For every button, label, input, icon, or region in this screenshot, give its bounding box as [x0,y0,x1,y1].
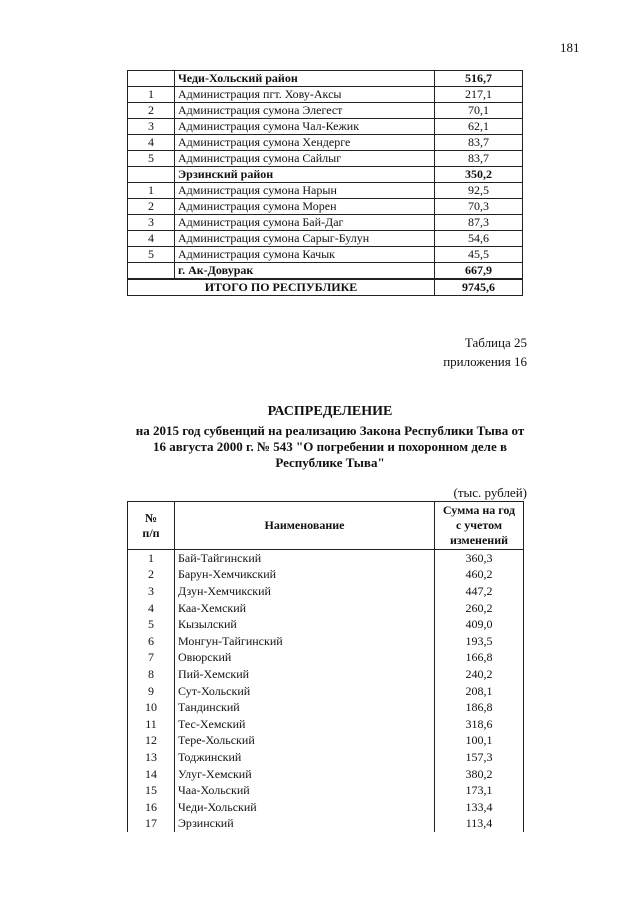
table-row [128,716,524,733]
table-row [128,135,523,151]
header-num [128,502,175,550]
cell-name: Администрация сумона Элегест [175,103,435,119]
cell-name: Сут-Хольский [175,683,435,700]
cell-value: 318,6 [435,716,524,733]
cell-value: 54,6 [435,231,523,247]
table-row [128,583,524,600]
cell-value: 447,2 [435,583,524,600]
table-row [128,183,523,199]
table-row [128,699,524,716]
cell-num: 11 [128,716,175,733]
cell-num: 1 [128,183,175,199]
table-row [128,616,524,633]
table-row [128,766,524,783]
cell-num: 7 [128,650,175,667]
page-subtitle [100,423,560,471]
header-num-line: п/п [142,525,160,540]
cell-num: 15 [128,782,175,799]
table-row [128,816,524,833]
header-sum-line: Сумма на год [442,503,516,517]
cell-name: Администрация пгт. Хову-Аксы [175,87,435,103]
table-row [128,247,523,263]
subtitle-line: 16 августа 2000 г. № 543 "О погребении и похоронном деле в [152,439,508,454]
table-row [128,215,523,231]
cell-name: Эрзинский район [175,167,435,183]
cell-name: Тоджинский [175,749,435,766]
cell-value: 240,2 [435,666,524,683]
cell-value: 70,3 [435,199,523,215]
table-row [128,749,524,766]
unit-label: (тыс. рублей) [453,485,527,500]
table-row [128,666,524,683]
cell-value: 70,1 [435,103,523,119]
cell-value: 360,3 [435,550,524,567]
cell-name: Тандинский [175,699,435,716]
cell-name: Администрация сумона Морен [175,199,435,215]
appendix-caption: приложения 16 [443,354,527,369]
cell-num: 1 [128,87,175,103]
table-row [128,119,523,135]
cell-num: 4 [128,231,175,247]
cell-num: 10 [128,699,175,716]
table-row [128,199,523,215]
table-caption: Таблица 25 [464,335,527,350]
cell-num [128,71,175,87]
cell-num: 16 [128,799,175,816]
cell-name: Кызылский [175,616,435,633]
cell-num: 13 [128,749,175,766]
cell-value: 516,7 [435,71,523,87]
table-row [128,650,524,667]
cell-value: 667,9 [435,263,523,280]
cell-value: 62,1 [435,119,523,135]
table-row [128,103,523,119]
cell-num: 4 [128,135,175,151]
cell-name: Администрация сумона Сайлыг [175,151,435,167]
table-header-row [128,502,524,550]
cell-num [128,263,175,280]
cell-name: Монгун-Тайгинский [175,633,435,650]
cell-num: 12 [128,733,175,750]
table-row [128,782,524,799]
cell-num: 2 [128,103,175,119]
cell-value: 87,3 [435,215,523,231]
header-sum-line: с учетом [455,518,503,532]
cell-name: Администрация сумона Чал-Кежик [175,119,435,135]
cell-value: 83,7 [435,135,523,151]
cell-name: Каа-Хемский [175,600,435,617]
cell-num: 4 [128,600,175,617]
cell-value: 217,1 [435,87,523,103]
district-row [128,167,523,183]
cell-value: 208,1 [435,683,524,700]
cell-num: 3 [128,583,175,600]
table-row [128,683,524,700]
table-row [128,600,524,617]
cell-num: 6 [128,633,175,650]
cell-value: 193,5 [435,633,524,650]
cell-value: 83,7 [435,151,523,167]
cell-value: 460,2 [435,567,524,584]
cell-value: 173,1 [435,782,524,799]
table-row [128,567,524,584]
cell-name: Чеди-Хольский [175,799,435,816]
cell-num: 14 [128,766,175,783]
cell-value: 157,3 [435,749,524,766]
cell-num [128,167,175,183]
cell-value: 113,4 [435,816,524,833]
subtitle-line: Республике Тыва" [275,455,385,470]
table-row [128,733,524,750]
cell-num: 1 [128,550,175,567]
cell-name: Бай-Тайгинский [175,550,435,567]
cell-name: Дзун-Хемчикский [175,583,435,600]
cell-name: Тере-Хольский [175,733,435,750]
cell-name: Администрация сумона Бай-Даг [175,215,435,231]
table-row [128,633,524,650]
cell-value: 260,2 [435,600,524,617]
district-row [128,71,523,87]
table-row [128,87,523,103]
cell-name: Администрация сумона Сарыг-Булун [175,231,435,247]
page-title: РАСПРЕДЕЛЕНИЕ [267,404,393,419]
cell-name: г. Ак-Довурак [175,263,435,280]
page-number: 181 [560,40,580,55]
cell-value: 92,5 [435,183,523,199]
cell-num: 8 [128,666,175,683]
cell-name: Улуг-Хемский [175,766,435,783]
cell-value: 380,2 [435,766,524,783]
cell-value: 166,8 [435,650,524,667]
cell-num: 3 [128,119,175,135]
table-row [128,231,523,247]
header-sum [435,502,524,550]
cell-value: 350,2 [435,167,523,183]
table-row [128,799,524,816]
total-row [128,279,523,296]
cell-num: 3 [128,215,175,231]
subtitle-line: на 2015 год субвенций на реализацию Закона Республики Тыва от [135,423,525,438]
cell-name: Барун-Хемчикский [175,567,435,584]
district-row [128,263,523,280]
distribution-table [127,501,524,832]
cell-value: 45,5 [435,247,523,263]
cell-num: 2 [128,199,175,215]
cell-num: 5 [128,247,175,263]
cell-name: Пий-Хемский [175,666,435,683]
cell-name: Эрзинский [175,816,435,833]
cell-name: Тес-Хемский [175,716,435,733]
cell-name: Администрация сумона Качык [175,247,435,263]
header-sum-line: изменений [449,533,509,547]
cell-name: Овюрский [175,650,435,667]
cell-value: 409,0 [435,616,524,633]
total-label: ИТОГО ПО РЕСПУБЛИКЕ [128,279,435,296]
total-value: 9745,6 [435,279,523,296]
header-name: Наименование [175,502,435,550]
cell-name: Чаа-Хольский [175,782,435,799]
municipal-subsidy-table [127,70,523,296]
cell-name: Администрация сумона Нарын [175,183,435,199]
cell-value: 100,1 [435,733,524,750]
cell-num: 5 [128,616,175,633]
cell-num: 2 [128,567,175,584]
table-row [128,151,523,167]
cell-num: 17 [128,816,175,833]
cell-value: 186,8 [435,699,524,716]
table-row [128,550,524,567]
cell-num: 9 [128,683,175,700]
cell-name: Администрация сумона Хендерге [175,135,435,151]
cell-name: Чеди-Хольский район [175,71,435,87]
cell-value: 133,4 [435,799,524,816]
header-num-line: № [144,510,158,525]
cell-num: 5 [128,151,175,167]
